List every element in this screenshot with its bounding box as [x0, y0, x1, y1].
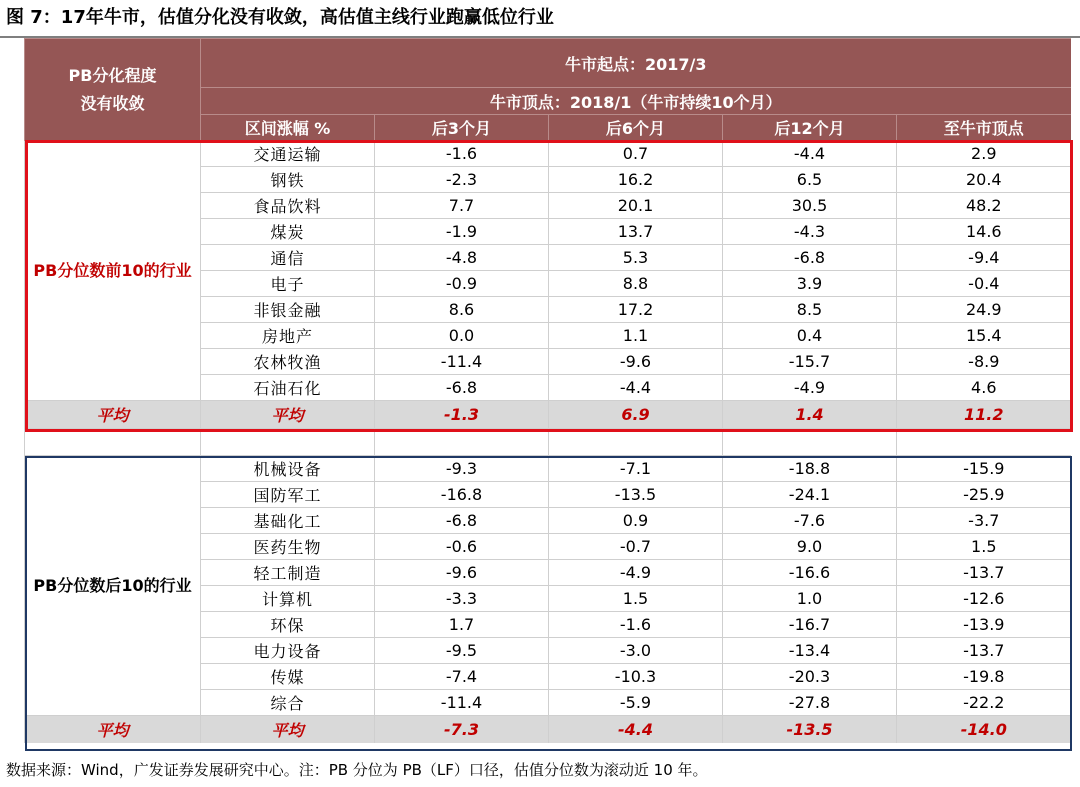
industry-name: 交通运输	[201, 141, 375, 167]
value-cell: -13.7	[897, 560, 1071, 586]
column-header: 后3个月	[375, 115, 549, 141]
value-cell: -24.1	[723, 482, 897, 508]
value-cell: -25.9	[897, 482, 1071, 508]
value-cell: -9.6	[549, 349, 723, 375]
average-value: -7.3	[375, 716, 549, 744]
industry-name: 环保	[201, 612, 375, 638]
value-cell: -10.3	[549, 664, 723, 690]
range-label-header: 区间涨幅 %	[201, 115, 375, 141]
value-cell: -3.7	[897, 508, 1071, 534]
group-label: PB分位数前10的行业	[25, 141, 201, 401]
value-cell: -13.7	[897, 638, 1071, 664]
value-cell: 1.0	[723, 586, 897, 612]
average-label: 平均	[201, 716, 375, 744]
value-cell: 30.5	[723, 193, 897, 219]
industry-name: 非银金融	[201, 297, 375, 323]
value-cell: -13.4	[723, 638, 897, 664]
data-table-container	[24, 38, 1070, 743]
industry-name: 基础化工	[201, 508, 375, 534]
pb-performance-table	[24, 38, 1071, 743]
industry-name: 农林牧渔	[201, 349, 375, 375]
bull-start-header: 牛市起点：2017/3	[201, 39, 1071, 88]
figure-caption: 图 7：17年牛市，估值分化没有收敛，高估值主线行业跑赢低位行业	[6, 7, 554, 28]
value-cell: -16.8	[375, 482, 549, 508]
value-cell: 1.1	[549, 323, 723, 349]
average-row	[25, 401, 1071, 429]
average-label: 平均	[25, 401, 201, 429]
industry-name: 电子	[201, 271, 375, 297]
value-cell: 7.7	[375, 193, 549, 219]
value-cell: -22.2	[897, 690, 1071, 716]
industry-name: 石油石化	[201, 375, 375, 401]
value-cell: 20.4	[897, 167, 1071, 193]
average-value: 11.2	[897, 401, 1071, 429]
table-row	[25, 456, 1071, 482]
value-cell: -3.3	[375, 586, 549, 612]
average-value: 6.9	[549, 401, 723, 429]
industry-name: 医药生物	[201, 534, 375, 560]
value-cell: -7.4	[375, 664, 549, 690]
industry-name: 机械设备	[201, 456, 375, 482]
column-header: 后6个月	[549, 115, 723, 141]
value-cell: -1.9	[375, 219, 549, 245]
value-cell: -13.9	[897, 612, 1071, 638]
value-cell: 4.6	[897, 375, 1071, 401]
value-cell: -15.7	[723, 349, 897, 375]
value-cell: 0.0	[375, 323, 549, 349]
value-cell: -4.9	[549, 560, 723, 586]
average-value: -1.3	[375, 401, 549, 429]
value-cell: -4.8	[375, 245, 549, 271]
value-cell: -2.3	[375, 167, 549, 193]
value-cell: 9.0	[723, 534, 897, 560]
column-header: 后12个月	[723, 115, 897, 141]
value-cell: -27.8	[723, 690, 897, 716]
average-value: 1.4	[723, 401, 897, 429]
bull-peak-header: 牛市顶点：2018/1（牛市持续10个月）	[201, 88, 1071, 115]
value-cell: -0.6	[375, 534, 549, 560]
value-cell: -0.7	[549, 534, 723, 560]
value-cell: 5.3	[549, 245, 723, 271]
value-cell: 48.2	[897, 193, 1071, 219]
value-cell: -4.4	[549, 375, 723, 401]
value-cell: 20.1	[549, 193, 723, 219]
corner-header-text: PB分化程度 没有收敛	[68, 65, 157, 113]
value-cell: 24.9	[897, 297, 1071, 323]
value-cell: -13.5	[549, 482, 723, 508]
value-cell: -19.8	[897, 664, 1071, 690]
value-cell: 6.5	[723, 167, 897, 193]
value-cell: -16.6	[723, 560, 897, 586]
value-cell: -1.6	[549, 612, 723, 638]
industry-name: 房地产	[201, 323, 375, 349]
value-cell: -4.4	[723, 141, 897, 167]
value-cell: -6.8	[723, 245, 897, 271]
industry-name: 食品饮料	[201, 193, 375, 219]
industry-name: 轻工制造	[201, 560, 375, 586]
average-value: -4.4	[549, 716, 723, 744]
value-cell: -7.6	[723, 508, 897, 534]
value-cell: -20.3	[723, 664, 897, 690]
value-cell: 3.9	[723, 271, 897, 297]
value-cell: -3.0	[549, 638, 723, 664]
value-cell: 13.7	[549, 219, 723, 245]
value-cell: 15.4	[897, 323, 1071, 349]
average-row	[25, 716, 1071, 744]
value-cell: 2.9	[897, 141, 1071, 167]
industry-name: 综合	[201, 690, 375, 716]
industry-name: 煤炭	[201, 219, 375, 245]
value-cell: -9.4	[897, 245, 1071, 271]
value-cell: -12.6	[897, 586, 1071, 612]
value-cell: -0.4	[897, 271, 1071, 297]
value-cell: -5.9	[549, 690, 723, 716]
industry-name: 通信	[201, 245, 375, 271]
value-cell: -18.8	[723, 456, 897, 482]
value-cell: 0.9	[549, 508, 723, 534]
value-cell: -7.1	[549, 456, 723, 482]
value-cell: 16.2	[549, 167, 723, 193]
value-cell: -11.4	[375, 349, 549, 375]
value-cell: 8.6	[375, 297, 549, 323]
value-cell: -9.6	[375, 560, 549, 586]
value-cell: -11.4	[375, 690, 549, 716]
value-cell: -4.3	[723, 219, 897, 245]
table-row	[25, 141, 1071, 167]
value-cell: 1.7	[375, 612, 549, 638]
value-cell: 1.5	[549, 586, 723, 612]
value-cell: -4.9	[723, 375, 897, 401]
value-cell: 14.6	[897, 219, 1071, 245]
industry-name: 传媒	[201, 664, 375, 690]
value-cell: 1.5	[897, 534, 1071, 560]
value-cell: 8.8	[549, 271, 723, 297]
value-cell: -6.8	[375, 508, 549, 534]
value-cell: -0.9	[375, 271, 549, 297]
value-cell: -15.9	[897, 456, 1071, 482]
industry-name: 电力设备	[201, 638, 375, 664]
source-footnote: 数据来源：Wind，广发证券发展研究中心。注：PB 分位为 PB（LF）口径，估值分位数为滚动近 10 年。	[6, 761, 708, 779]
industry-name: 钢铁	[201, 167, 375, 193]
value-cell: 0.7	[549, 141, 723, 167]
value-cell: 0.4	[723, 323, 897, 349]
industry-name: 国防军工	[201, 482, 375, 508]
value-cell: 17.2	[549, 297, 723, 323]
group-label: PB分位数后10的行业	[25, 456, 201, 716]
column-header: 至牛市顶点	[897, 115, 1071, 141]
value-cell: 8.5	[723, 297, 897, 323]
value-cell: -8.9	[897, 349, 1071, 375]
spacer-row	[25, 429, 1071, 456]
value-cell: -16.7	[723, 612, 897, 638]
industry-name: 计算机	[201, 586, 375, 612]
average-label: 平均	[25, 716, 201, 744]
average-value: -13.5	[723, 716, 897, 744]
average-value: -14.0	[897, 716, 1071, 744]
value-cell: -6.8	[375, 375, 549, 401]
corner-header	[25, 39, 201, 141]
value-cell: -9.5	[375, 638, 549, 664]
value-cell: -9.3	[375, 456, 549, 482]
average-label: 平均	[201, 401, 375, 429]
value-cell: -1.6	[375, 141, 549, 167]
